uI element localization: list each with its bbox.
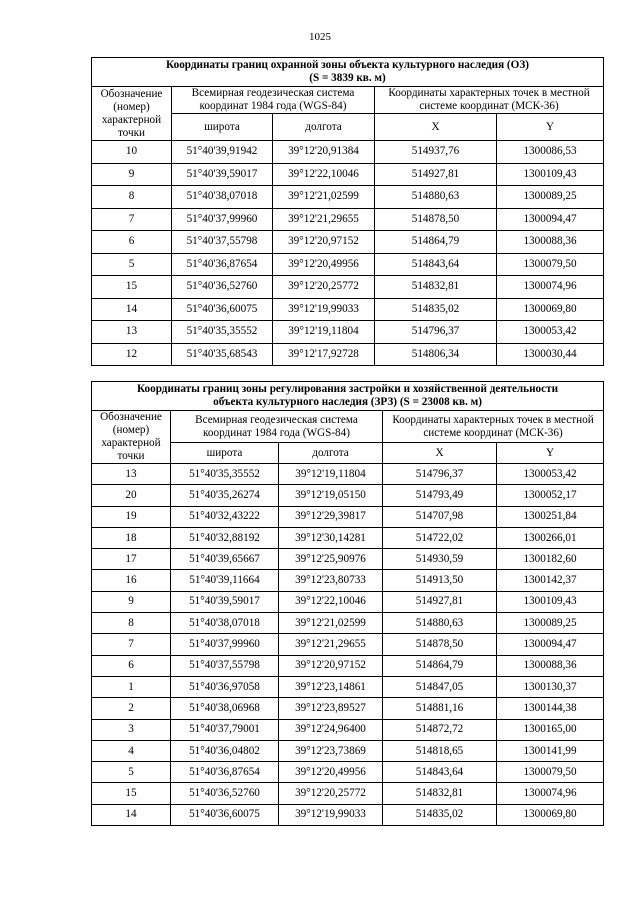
cell-x: 514806,34 — [375, 343, 497, 366]
cell-lat: 51°40'39,11664 — [171, 570, 279, 591]
cell-lon: 39°12'23,89527 — [279, 698, 383, 719]
table-row — [92, 276, 604, 299]
cell-point: 9 — [92, 591, 171, 612]
cell-lat: 51°40'39,59017 — [172, 163, 273, 186]
table-row — [92, 613, 604, 634]
table2-col-lat: широта — [171, 443, 279, 464]
table-row — [92, 804, 604, 825]
table2-col-x: X — [383, 443, 497, 464]
cell-lat: 51°40'38,06968 — [171, 698, 279, 719]
cell-lon: 39°12'21,02599 — [273, 186, 375, 209]
cell-lon: 39°12'20,49956 — [273, 253, 375, 276]
cell-point: 14 — [92, 298, 172, 321]
cell-point: 8 — [92, 186, 172, 209]
table1-title-line2: (S = 3839 кв. м) — [309, 72, 386, 84]
cell-y: 1300266,01 — [497, 527, 604, 548]
cell-point: 13 — [92, 321, 172, 344]
cell-lon: 39°12'20,97152 — [273, 231, 375, 254]
cell-x: 514796,37 — [383, 464, 497, 485]
table2-header-wgs: Всемирная геодезическая система координат 1984 года (WGS-84) — [171, 411, 383, 443]
cell-y: 1300069,80 — [497, 298, 604, 321]
table2-body — [92, 382, 604, 826]
cell-y: 1300052,17 — [497, 485, 604, 506]
cell-y: 1300182,60 — [497, 549, 604, 570]
cell-y: 1300165,00 — [497, 719, 604, 740]
table-row — [92, 527, 604, 548]
table-row — [92, 186, 604, 209]
table2-title — [92, 382, 604, 411]
table1-col-x: X — [375, 114, 497, 141]
cell-point: 1 — [92, 676, 171, 697]
cell-x: 514796,37 — [375, 321, 497, 344]
cell-y: 1300094,47 — [497, 634, 604, 655]
table1-header-row — [92, 87, 604, 114]
cell-point: 3 — [92, 719, 171, 740]
cell-lon: 39°12'19,99033 — [279, 804, 383, 825]
table1-title-row — [92, 58, 604, 87]
cell-point: 19 — [92, 506, 171, 527]
cell-y: 1300088,36 — [497, 231, 604, 254]
cell-x: 514832,81 — [375, 276, 497, 299]
cell-lon: 39°12'20,49956 — [279, 762, 383, 783]
table1-title — [92, 58, 604, 87]
table1-col-lat: широта — [172, 114, 273, 141]
cell-lat: 51°40'36,87654 — [171, 762, 279, 783]
cell-lon: 39°12'23,73869 — [279, 740, 383, 761]
cell-x: 514864,79 — [383, 655, 497, 676]
cell-lat: 51°40'39,65667 — [171, 549, 279, 570]
cell-x: 514835,02 — [375, 298, 497, 321]
cell-lat: 51°40'35,26274 — [171, 485, 279, 506]
cell-lat: 51°40'37,99960 — [172, 208, 273, 231]
cell-point: 20 — [92, 485, 171, 506]
cell-y: 1300251,84 — [497, 506, 604, 527]
cell-lon: 39°12'20,25772 — [279, 783, 383, 804]
cell-point: 5 — [92, 762, 171, 783]
table-row — [92, 464, 604, 485]
table-row — [92, 321, 604, 344]
cell-lon: 39°12'19,05150 — [279, 485, 383, 506]
cell-point: 8 — [92, 613, 171, 634]
cell-lon: 39°12'19,11804 — [273, 321, 375, 344]
table1-header-msk: Координаты характерных точек в местной системе координат (МСК-36) — [375, 87, 604, 114]
cell-x: 514881,16 — [383, 698, 497, 719]
cell-point: 4 — [92, 740, 171, 761]
cell-point: 16 — [92, 570, 171, 591]
cell-y: 1300086,53 — [497, 141, 604, 164]
cell-lat: 51°40'38,07018 — [172, 186, 273, 209]
cell-lat: 51°40'39,91942 — [172, 141, 273, 164]
page-number: 1025 — [309, 31, 331, 43]
table1-header-wgs: Всемирная геодезическая система координат 1984 года (WGS-84) — [172, 87, 375, 114]
cell-x: 514818,65 — [383, 740, 497, 761]
cell-lon: 39°12'19,11804 — [279, 464, 383, 485]
table-row — [92, 634, 604, 655]
table2-header-row — [92, 411, 604, 443]
table-row — [92, 740, 604, 761]
cell-y: 1300030,44 — [497, 343, 604, 366]
table-row — [92, 762, 604, 783]
cell-x: 514843,64 — [375, 253, 497, 276]
table-row — [92, 163, 604, 186]
cell-y: 1300053,42 — [497, 464, 604, 485]
cell-lon: 39°12'29,39817 — [279, 506, 383, 527]
cell-y: 1300088,36 — [497, 655, 604, 676]
cell-lon: 39°12'20,97152 — [279, 655, 383, 676]
cell-x: 514878,50 — [375, 208, 497, 231]
table2-title-line1: Координаты границ зоны регулирования застройки и хозяйственной деятельности — [136, 383, 559, 395]
cell-y: 1300141,99 — [497, 740, 604, 761]
table-row — [92, 719, 604, 740]
cell-lat: 51°40'36,04802 — [171, 740, 279, 761]
cell-lon: 39°12'20,25772 — [273, 276, 375, 299]
cell-lon: 39°12'21,02599 — [279, 613, 383, 634]
table-row — [92, 231, 604, 254]
cell-lat: 51°40'32,43222 — [171, 506, 279, 527]
table-row — [92, 485, 604, 506]
cell-x: 514872,72 — [383, 719, 497, 740]
cell-x: 514843,64 — [383, 762, 497, 783]
cell-point: 7 — [92, 208, 172, 231]
cell-lat: 51°40'36,52760 — [172, 276, 273, 299]
cell-x: 514913,50 — [383, 570, 497, 591]
cell-x: 514793,49 — [383, 485, 497, 506]
cell-x: 514707,98 — [383, 506, 497, 527]
cell-lat: 51°40'36,87654 — [172, 253, 273, 276]
table2-col-lon: долгота — [279, 443, 383, 464]
cell-point: 13 — [92, 464, 171, 485]
cell-point: 6 — [92, 231, 172, 254]
table-row — [92, 655, 604, 676]
table2-header-point: Обозначение (номер) характерной точки — [92, 411, 171, 464]
protection-zone-coordinates-table — [91, 57, 604, 366]
cell-lon: 39°12'20,91384 — [273, 141, 375, 164]
cell-point: 15 — [92, 783, 171, 804]
cell-point: 17 — [92, 549, 171, 570]
cell-lon: 39°12'21,29655 — [279, 634, 383, 655]
cell-lon: 39°12'22,10046 — [273, 163, 375, 186]
table1-header-point: Обозначение (номер) характерной точки — [92, 87, 172, 141]
table-row — [92, 298, 604, 321]
table2-title-row — [92, 382, 604, 411]
cell-lat: 51°40'37,55798 — [171, 655, 279, 676]
cell-y: 1300079,50 — [497, 253, 604, 276]
table-row — [92, 570, 604, 591]
cell-x: 514847,05 — [383, 676, 497, 697]
cell-lat: 51°40'35,35552 — [172, 321, 273, 344]
cell-x: 514835,02 — [383, 804, 497, 825]
cell-y: 1300053,42 — [497, 321, 604, 344]
cell-y: 1300074,96 — [497, 783, 604, 804]
cell-point: 6 — [92, 655, 171, 676]
cell-point: 14 — [92, 804, 171, 825]
cell-lon: 39°12'17,92728 — [273, 343, 375, 366]
table-row — [92, 506, 604, 527]
cell-point: 2 — [92, 698, 171, 719]
cell-x: 514930,59 — [383, 549, 497, 570]
cell-lat: 51°40'38,07018 — [171, 613, 279, 634]
cell-lon: 39°12'30,14281 — [279, 527, 383, 548]
cell-y: 1300069,80 — [497, 804, 604, 825]
table1-body — [92, 58, 604, 366]
cell-lon: 39°12'23,80733 — [279, 570, 383, 591]
cell-point: 7 — [92, 634, 171, 655]
table-row — [92, 698, 604, 719]
cell-lon: 39°12'19,99033 — [273, 298, 375, 321]
cell-y: 1300142,37 — [497, 570, 604, 591]
cell-x: 514927,81 — [375, 163, 497, 186]
cell-x: 514927,81 — [383, 591, 497, 612]
cell-lat: 51°40'35,35552 — [171, 464, 279, 485]
cell-point: 15 — [92, 276, 172, 299]
cell-x: 514832,81 — [383, 783, 497, 804]
cell-lat: 51°40'36,97058 — [171, 676, 279, 697]
cell-point: 10 — [92, 141, 172, 164]
cell-lat: 51°40'32,88192 — [171, 527, 279, 548]
cell-x: 514880,63 — [375, 186, 497, 209]
cell-lon: 39°12'22,10046 — [279, 591, 383, 612]
table-row — [92, 676, 604, 697]
cell-lat: 51°40'36,52760 — [171, 783, 279, 804]
cell-x: 514864,79 — [375, 231, 497, 254]
cell-point: 9 — [92, 163, 172, 186]
table-row — [92, 783, 604, 804]
cell-lat: 51°40'37,99960 — [171, 634, 279, 655]
cell-lat: 51°40'39,59017 — [171, 591, 279, 612]
cell-lat: 51°40'37,79001 — [171, 719, 279, 740]
cell-y: 1300109,43 — [497, 163, 604, 186]
cell-point: 5 — [92, 253, 172, 276]
cell-point: 18 — [92, 527, 171, 548]
table-row — [92, 343, 604, 366]
table-row — [92, 208, 604, 231]
cell-y: 1300109,43 — [497, 591, 604, 612]
table2-col-y: Y — [497, 443, 604, 464]
cell-y: 1300074,96 — [497, 276, 604, 299]
cell-lon: 39°12'23,14861 — [279, 676, 383, 697]
table1-col-y: Y — [497, 114, 604, 141]
table-row — [92, 549, 604, 570]
cell-y: 1300089,25 — [497, 613, 604, 634]
table-row — [92, 253, 604, 276]
cell-y: 1300079,50 — [497, 762, 604, 783]
cell-lon: 39°12'24,96400 — [279, 719, 383, 740]
cell-lat: 51°40'37,55798 — [172, 231, 273, 254]
cell-x: 514937,76 — [375, 141, 497, 164]
cell-point: 12 — [92, 343, 172, 366]
cell-lat: 51°40'36,60075 — [172, 298, 273, 321]
table2-title-line2: объекта культурного наследия (ЗРЗ) (S = 23008 кв. м) — [213, 396, 482, 408]
table-row — [92, 141, 604, 164]
cell-x: 514880,63 — [383, 613, 497, 634]
table1-title-line1: Координаты границ охранной зоны объекта культурного наследия (ОЗ) — [166, 59, 529, 71]
cell-lon: 39°12'25,90976 — [279, 549, 383, 570]
cell-lat: 51°40'35,68543 — [172, 343, 273, 366]
cell-lat: 51°40'36,60075 — [171, 804, 279, 825]
cell-y: 1300144,38 — [497, 698, 604, 719]
cell-y: 1300094,47 — [497, 208, 604, 231]
cell-y: 1300130,37 — [497, 676, 604, 697]
cell-x: 514878,50 — [383, 634, 497, 655]
table1-col-lon: долгота — [273, 114, 375, 141]
table2-header-msk: Координаты характерных точек в местной системе координат (МСК-36) — [383, 411, 604, 443]
table-row — [92, 591, 604, 612]
cell-lon: 39°12'21,29655 — [273, 208, 375, 231]
regulation-zone-coordinates-table — [91, 381, 604, 826]
cell-x: 514722,02 — [383, 527, 497, 548]
cell-y: 1300089,25 — [497, 186, 604, 209]
